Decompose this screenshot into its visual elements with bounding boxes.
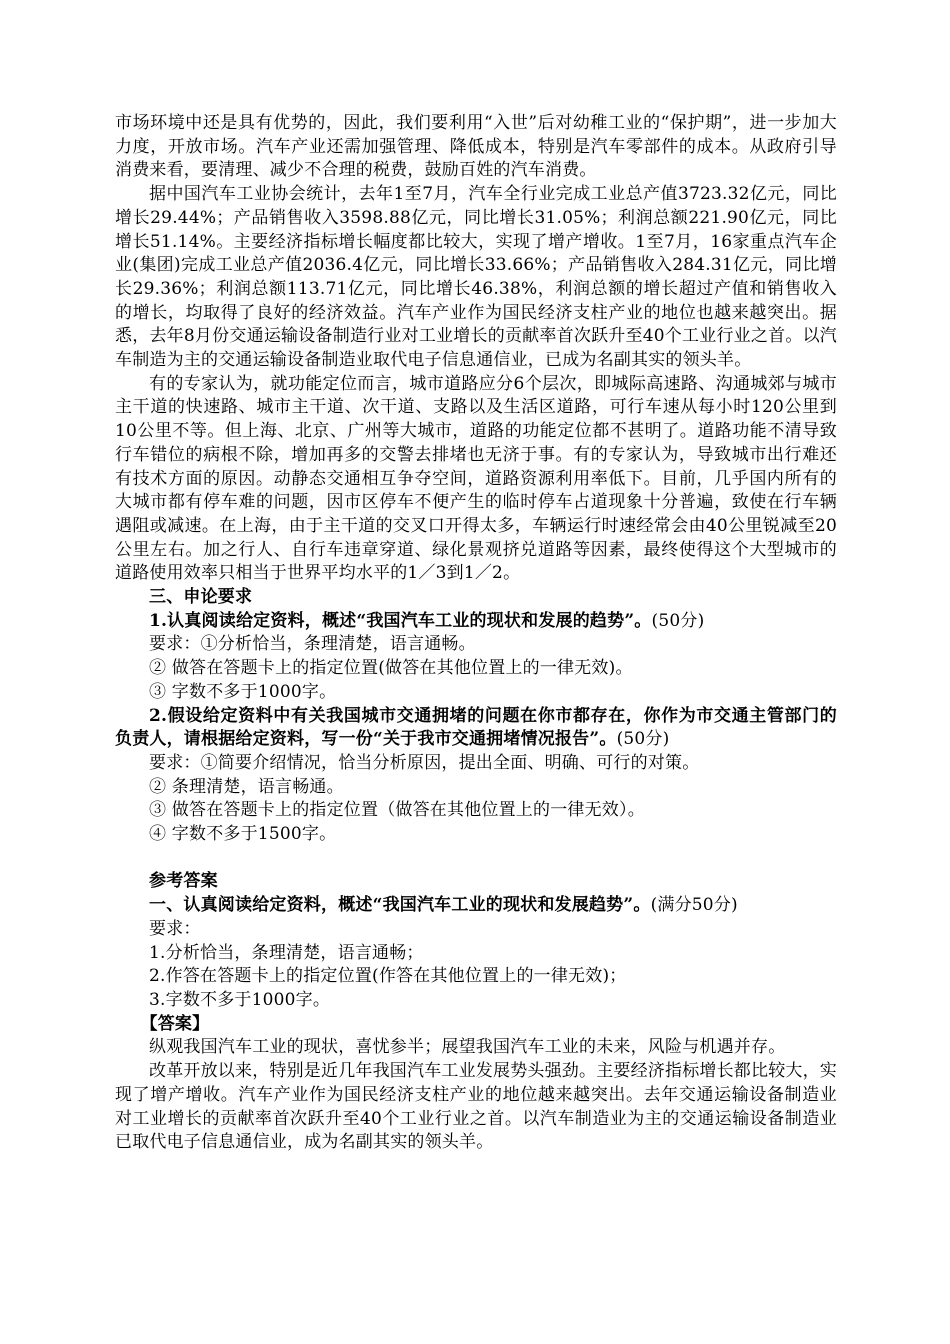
question-2 <box>115 705 837 752</box>
answer-requirement-1: 1.分析恰当，条理清楚，语言通畅； <box>149 942 424 963</box>
paragraph-industry-statistics: 据中国汽车工业协会统计，去年1至7月，汽车全行业完成工业总产值3723.32亿元，同比增长29.44%；产品销售收入3598.88亿元，同比增长31.05%；利润总额221.90亿元，同比增长51.14%。主要经济指标增长幅度都比较大，实现了增产增收。1至7月，16家重点汽车企业(集团)完成工业总产值2036.4亿元，同比增长33.66%；产品销售收入284.31亿元，同比增长29.36%；利润总额113.71亿元，同比增长46.38%，利润总额的增长超过产值和销售收入的增长，均取得了良好的经济效益。汽车产业作为国民经济支柱产业的地位也越来越突出。据悉，去年8月份交通运输设备制造行业对工业增长的贡献率首次跃升至40个工业行业之首。以汽车制造为主的交通运输设备制造业取代电子信息通信业，已成为名副其实的领头羊。 <box>115 184 837 371</box>
answer-requirements-label: 要求： <box>149 918 201 939</box>
document-page <box>115 112 837 1155</box>
question-2-requirement-3: ③ 做答在答题卡上的指定位置（做答在其他位置上的一律无效）。 <box>149 800 645 821</box>
paragraph-expert-opinions: 有的专家认为，就功能定位而言，城市道路应分6个层次，即城际高速路、沟通城郊与城市主干道的快速路、城市主干道、次干道、支路以及生活区道路，可行车速从每小时120公里到10公里不等。但上海、北京、广州等大城市，道路的功能定位都不甚明了。道路功能不清导致行车错位的病根不除，增加再多的交警去排堵也无济于事。有的专家认为，导致城市出行难还有技术方面的原因。动静态交通相互争夺空间，道路资源利用率低下。目前，几乎国内所有的大城市都有停车难的问题，因市区停车不便产生的临时停车占道现象十分普遍，致使在行车辆遇阻或减速。在上海，由于主干道的交叉口开得太多，车辆运行时速经常会由40公里锐减至20公里左右。加之行人、自行车违章穿道、绿化景观挤兑道路等因素，最终使得这个大型城市的道路使用效率只相当于世界平均水平的1／3到1／2。 <box>115 373 837 584</box>
answer-requirement-3: 3.字数不多于1000字。 <box>149 990 331 1010</box>
answer-1-score: (满分50分) <box>650 895 738 916</box>
question-2-text: 2.假设给定资料中有关我国城市交通拥堵的问题在你市都存在，你作为市交通主管部门的负责人，请根据给定资料，写一份“关于我市交通拥堵情况报告”。 <box>115 705 837 750</box>
blank-line <box>115 847 837 871</box>
reference-answers-heading: 参考答案 <box>149 871 218 892</box>
question-1-requirement-3: ③ 字数不多于1000字。 <box>149 681 337 702</box>
question-1 <box>115 610 837 634</box>
question-1-score: (50分) <box>651 610 705 631</box>
answer-requirement-2: 2.作答在答题卡上的指定位置(作答在其他位置上的一律无效)； <box>149 966 627 987</box>
question-2-requirement-1: 要求：①简要介绍情况，恰当分析原因，提出全面、明确、可行的对策。 <box>149 752 700 773</box>
question-1-requirement-2: ② 做答在答题卡上的指定位置(做答在其他位置上的一律无效)。 <box>149 658 633 679</box>
question-2-score: (50分) <box>616 729 670 750</box>
question-1-requirement-1: 要求：①分析恰当，条理清楚，语言通畅。 <box>149 634 476 655</box>
question-2-requirement-4: ④ 字数不多于1500字。 <box>149 824 337 845</box>
answer-label: 【答案】 <box>140 1013 210 1034</box>
section-heading-requirements: 三、申论要求 <box>149 587 253 608</box>
question-2-requirement-2: ② 条理清楚，语言畅通。 <box>149 776 344 797</box>
answer-paragraph-2: 改革开放以来，特别是近几年我国汽车工业发展势头强劲。主要经济指标增长都比较大，实现了增产增收。汽车产业作为国民经济支柱产业的地位越来越突出。去年交通运输设备制造业对工业增长的贡献率首次跃升至40个工业行业之首。以汽车制造业为主的交通运输设备制造业已取代电子信息通信业，成为名副其实的领头羊。 <box>115 1061 837 1153</box>
question-1-text: 1.认真阅读给定资料，概述“我国汽车工业的现状和发展的趋势”。 <box>149 610 652 631</box>
paragraph-market-environment: 市场环境中还是具有优势的，因此，我们要利用“入世”后对幼稚工业的“保护期”，进一步加大力度，开放市场。汽车产业还需加强管理、降低成本，特别是汽车零部件的成本。从政府引导消费来看，要清理、减少不合理的税费，鼓励百姓的汽车消费。 <box>115 113 837 181</box>
answer-paragraph-1: 纵观我国汽车工业的现状，喜忧参半；展望我国汽车工业的未来，风险与机遇并存。 <box>149 1037 786 1058</box>
answer-1-title-text: 一、认真阅读给定资料，概述“我国汽车工业的现状和发展趋势”。 <box>149 895 651 916</box>
answer-1-title <box>115 894 837 918</box>
